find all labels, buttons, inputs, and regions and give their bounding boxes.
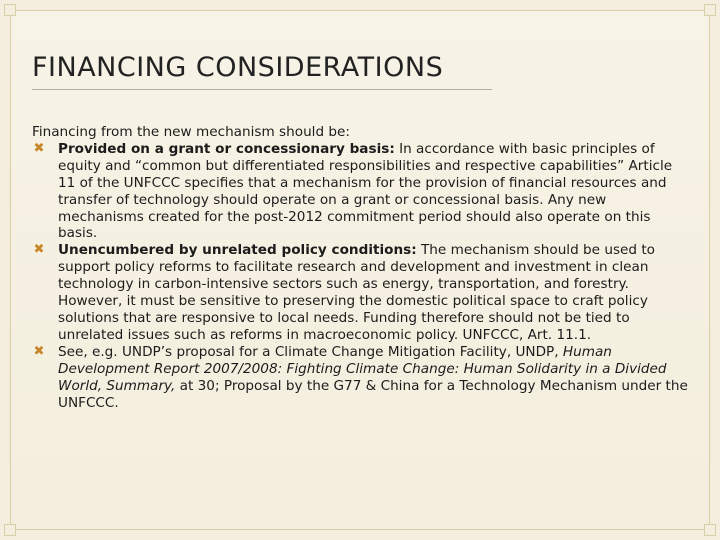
x-bullet-icon: ✖ bbox=[33, 343, 45, 359]
title-underline bbox=[32, 89, 492, 90]
bullet-lead: Provided on a grant or concessionary basis: bbox=[58, 140, 395, 157]
x-bullet-icon: ✖ bbox=[33, 140, 45, 156]
bullet-text: In accordance with basic principles of equity and “common but differentiated responsibilities and respective capabilities” Article 11 of the UNFCCC specifies that a mechanism for the provision of financial resources and transfer of technology should operate on a grant or concessional basis. Any new mechanisms created for the post-2012 commitment period should also operate on this basis. bbox=[58, 140, 673, 242]
intro-text: Financing from the new mechanism should be: bbox=[32, 124, 350, 140]
bullet-text: The mechanism should be used to support policy reforms to facilitate research and development and investment in clean technology in carbon-intensive sectors such as energy, transportation, and forestry. However, it must be sensitive to preserving the domestic political space to craft policy solutions that are responsive to local needs. Funding therefore should not be tied to unrelated issues such as reforms in macroeconomic policy. UNFCCC, Art. 11.1. bbox=[58, 242, 656, 343]
bullet-text-tail: at 30; Proposal by the G77 & China for a Technology Mechanism under the UNFCCC. bbox=[58, 377, 688, 411]
bullet-lead: Unencumbered by unrelated policy conditions: bbox=[58, 242, 417, 259]
frame-corner bbox=[704, 4, 716, 16]
bullet-list bbox=[32, 141, 692, 412]
bullet-item bbox=[32, 242, 692, 343]
bullet-text: See, e.g. UNDP’s proposal for a Climate Change Mitigation Facility, UNDP, bbox=[58, 343, 559, 360]
bullet-item bbox=[32, 141, 692, 242]
bullet-citation-title: Human Development Report 2007/2008: Fighting Climate Change: Human Solidarity in a Divided World, Summary, bbox=[58, 343, 667, 394]
x-bullet-icon: ✖ bbox=[33, 242, 45, 258]
slide-title: FINANCING CONSIDERATIONS bbox=[32, 52, 444, 83]
frame-corner bbox=[4, 4, 16, 16]
frame-corner bbox=[704, 524, 716, 536]
frame-corner bbox=[4, 524, 16, 536]
slide-body bbox=[32, 124, 692, 411]
bullet-item bbox=[32, 344, 692, 412]
